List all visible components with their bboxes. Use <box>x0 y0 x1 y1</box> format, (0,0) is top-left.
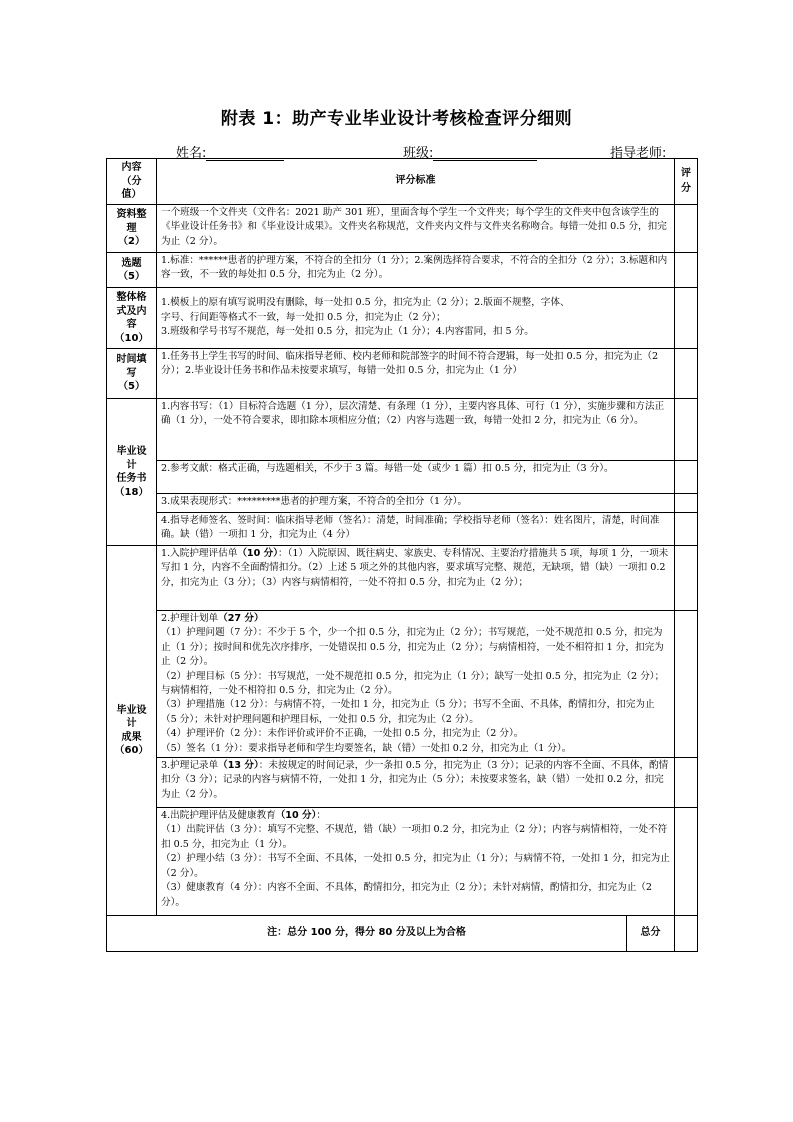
category-format: 整体格 式及内 容 （10） <box>107 288 157 349</box>
table-row <box>107 513 698 546</box>
score-cell[interactable] <box>675 461 698 494</box>
score-cell[interactable] <box>675 253 698 288</box>
total-label: 总分 <box>627 916 675 952</box>
table-row <box>107 349 698 399</box>
criteria-topic: 1.标准：******患者的护理方案，不符合的全扣分（1 分）；2.案例选择符合要求，不符合的全扣分（2 分）；3.标题和内容一致，不一致的每处扣 0.5 分，扣完为止（2 分）。 <box>157 253 675 288</box>
score-cell[interactable] <box>675 758 698 808</box>
scoring-table <box>106 158 698 952</box>
category-result: 毕业设 计 成果 （60） <box>107 546 157 916</box>
category-topic: 选题 （5） <box>107 253 157 288</box>
table-row <box>107 494 698 513</box>
criteria-task-4: 4.指导老师签名、签时间：临床指导老师（签名）：清楚，时间准确；学校指导老师（签名）：姓名图片，清楚，时间准确。缺（错）一项扣 1 分，扣完为止（4 分） <box>157 513 675 546</box>
col-criteria-header: 评分标准 <box>157 159 675 205</box>
table-row <box>107 253 698 288</box>
score-cell[interactable] <box>675 611 698 758</box>
table-row <box>107 546 698 611</box>
score-cell[interactable] <box>675 349 698 399</box>
table-row <box>107 611 698 758</box>
category-time: 时间填 写 （5） <box>107 349 157 399</box>
col-content-header: 内容 （分 值） <box>107 159 157 205</box>
class-label: 班级: <box>403 146 434 161</box>
criteria-result-2: 2.护理计划单（27 分） （1）护理问题（7 分）：不少于 5 个，少一个扣 0.5 分，扣完为止（2 分）；书写规范，一处不规范扣 0.5 分，扣完为止（1 分）；按时间和优先次序排序，一处错误扣 0.5 分，扣完为止（2 分）；与病情相符，一处不相符扣 1 分，扣完为止（2 分）。 （2）护理目标（5 分）：书写规范，一处不规范扣 0.5 分，扣完为止（1 分）；缺写一处扣 0.5 分，扣完为止（2 分）；与病情相符，一处不相符扣 0.5 分，扣完为止（2 分）。 （3）护理措施（12 分）：与病情不符，一处扣 1 分，扣完为止（5 分）；书写不全面、不具体，酌情扣分，扣完为止（5 分）；未针对护理问题和护理目标，一处扣 0.5 分，扣完为止（2 分）。 （4）护理评价（2 分）：未作评价或评价不正确，一处扣 0.5 分，扣完为止（2 分）。 （5）签名（1 分）：要求指导老师和学生均要签名，缺（错）一处扣 0.2 分，扣完为止（1 分）。 <box>157 611 675 758</box>
criteria-result-1: 1.入院护理评估单（10 分）：（1）入院原因、既往病史、家族史、专科情况、主要治疗措施共 5 项，每项 1 分，一项未写扣 1 分，内容不全面酌情扣分。（2）上述 5 项之外的其他内容，要求填写完整、规范，无缺项，错（缺）一项扣 0.2 分，扣完为止（3 分）；（3）内容与病情相符，一处不符扣 0.5 分，扣完为止（2 分）； <box>157 546 675 611</box>
score-cell[interactable] <box>675 808 698 916</box>
score-cell[interactable] <box>675 546 698 611</box>
table-row <box>107 205 698 253</box>
table-row <box>107 461 698 494</box>
col-score-header: 评 分 <box>675 159 698 205</box>
table-row <box>107 399 698 461</box>
category-folder: 资料整 理 （2） <box>107 205 157 253</box>
criteria-task-1: 1.内容书写：（1）目标符合选题（1 分），层次清楚、有条理（1 分），主要内容具体、可行（1 分），实施步骤和方法正确（1 分），一处不符合要求，即扣除本项相应分值；（2）内容与选题一致，每错一处扣 2 分，扣完为止（6 分）。 <box>157 399 675 461</box>
score-cell[interactable] <box>675 399 698 461</box>
score-cell[interactable] <box>675 288 698 349</box>
criteria-time: 1.任务书上学生书写的时间、临床指导老师、校内老师和院部签字的时间不符合逻辑，每一处扣 0.5 分，扣完为止（2 分）；2.毕业设计任务书和作品未按要求填写，每错一处扣 0.5 分，扣完为止（1 分） <box>157 349 675 399</box>
criteria-result-4: 4.出院护理评估及健康教育（10 分）： （1）出院评估（3 分）：填写不完整、不规范，错（缺）一项扣 0.2 分，扣完为止（2 分）；内容与病情相符，一处不符扣 0.5 分，扣完为止（1 分）。 （2）护理小结（3 分）：书写不全面、不具体，一处扣 0.5 分，扣完为止（1 分）；与病情不符，一处扣 1 分，扣完为止（2 分）。 （3）健康教育（4 分）：内容不全面、不具体，酌情扣分，扣完为止（2 分）；未针对病情，酌情扣分，扣完为止（2 分）。 <box>157 808 675 916</box>
criteria-format: 1.模板上的原有填写说明没有删除，每一处扣 0.5 分，扣完为止（2 分）；2.版面不规整，字体、 字号、行间距等格式不一致，每一处扣 0.5 分，扣完为止（2 分）； 3.班级和学号书写不规范，每一处扣 0.5 分，扣完为止（1 分）；4.内容雷同，扣 5 分。 <box>157 288 675 349</box>
table-footer-row <box>107 916 698 952</box>
table-header-row <box>107 159 698 205</box>
name-label: 姓名: <box>176 146 207 161</box>
table-row <box>107 288 698 349</box>
category-task: 毕业设 计 任务书 （18） <box>107 399 157 546</box>
total-score-cell[interactable] <box>675 916 698 952</box>
score-cell[interactable] <box>675 494 698 513</box>
criteria-folder: 一个班级一个文件夹（文件名：2021 助产 301 班），里面含每个学生一个文件夹；每个学生的文件夹中包含该学生的《毕业设计任务书》和《毕业设计成果》。文件夹名称规范，文件夹内文件与文件夹名称吻合。每错一处扣 0.5 分，扣完为止（2 分）。 <box>157 205 675 253</box>
footer-note: 注：总分 100 分，得分 80 分及以上为合格 <box>107 916 627 952</box>
criteria-task-2: 2.参考文献：格式正确，与选题相关，不少于 3 篇。每错一处（或少 1 篇）扣 0.5 分，扣完为止（3 分）。 <box>157 461 675 494</box>
score-cell[interactable] <box>675 513 698 546</box>
criteria-task-3: 3.成果表现形式：*********患者的护理方案，不符合的全扣分（1 分）。 <box>157 494 675 513</box>
teacher-label: 指导老师: <box>610 146 667 161</box>
score-cell[interactable] <box>675 205 698 253</box>
criteria-result-3: 3.护理记录单（13 分）：未按规定的时间记录，少一条扣 0.5 分，扣完为止（3 分）；记录的内容不全面、不具体，酌情扣分（3 分）；记录的内容与病情不符，一处扣 1 分，扣完为止（5 分）；未按要求签名，缺（错）一处扣 0.2 分，扣完为止（2 分）。 <box>157 758 675 808</box>
table-row <box>107 758 698 808</box>
page-title: 附表 1：助产专业毕业设计考核检查评分细则 <box>220 109 573 129</box>
table-row <box>107 808 698 916</box>
